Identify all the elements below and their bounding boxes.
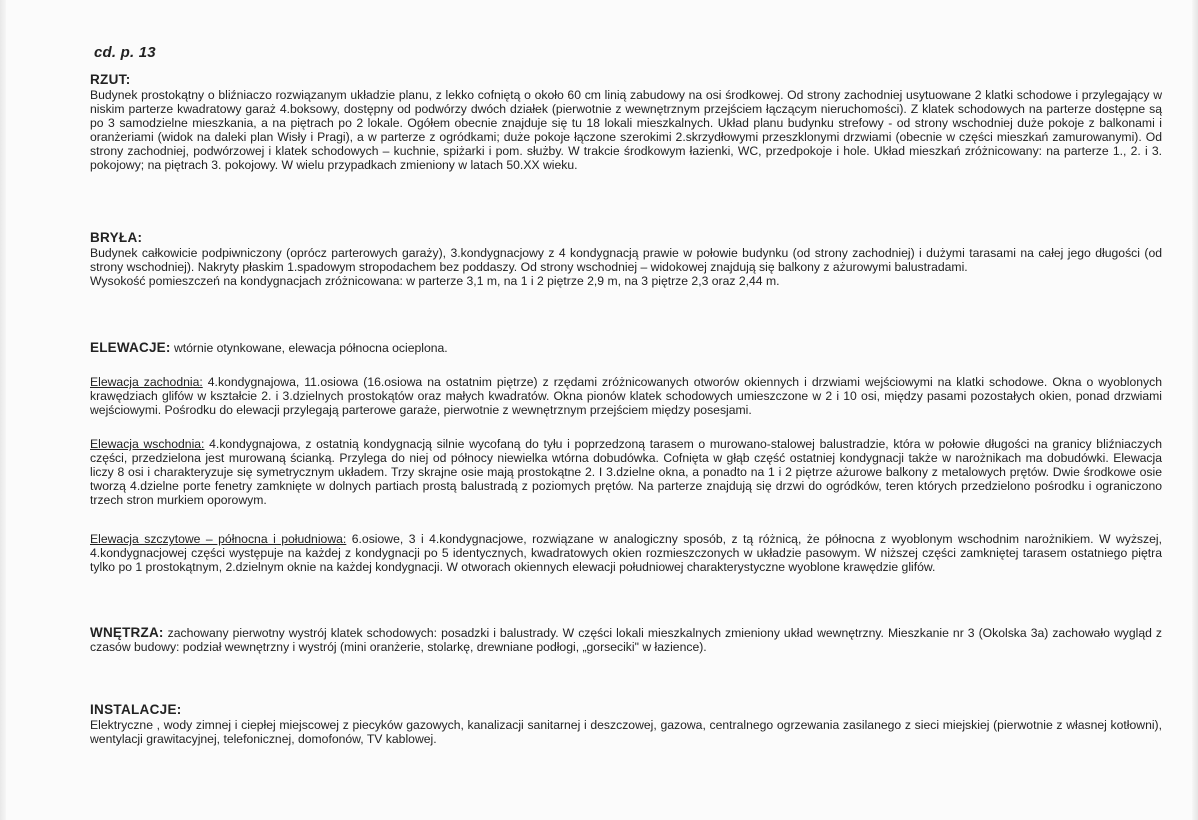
wnetrza-text: zachowany pierwotny wystrój klatek schodowych: posadzki i balustrady. W części lokali mieszkalnych zmieniony układ wewnętrzny. Mieszkanie nr 3 (Okolska 3a) zachowało wygląd z czasów budowy: podział wewnętrzny i wystrój (mini oranżerie, stolarkę, drewniane podłogi, „gorseciki" w łazience). — [90, 626, 1162, 654]
page-label: cd. p. 13 — [94, 44, 156, 61]
elewacja-wschodnia-label: Elewacja wschodnia: — [90, 437, 205, 451]
bryla-heights-text: Wysokość pomieszczeń na kondygnacjach zróżnicowana: w parterze 3,1 m, na 1 i 2 piętrze 2,9 m, na 3 piętrze 2,3 oraz 2,44 m. — [90, 274, 780, 288]
section-elewacja-zachodnia — [90, 375, 1162, 417]
elewacje-text: wtórnie otynkowane, elewacja północna ocieplona. — [173, 341, 448, 355]
rzut-text: Budynek prostokątny o bliźniaczo rozwiązanym układzie planu, z lekko cofniętą o około 60 cm linią zabudowy na osi środkowej. Od strony zachodniej usytuowane 2 klatki schodowe i przylegający w niskim parterze kwadratowy garaż 4.boksowy, dostępny od podwórzy dwóch działek (pierwotnie z wewnętrznym przejściem łączącym nieruchomości). Z klatek schodowych na parterze dostępne są po 3 samodzielne mieszkania, a na piętrach po 2 lokale. Ogółem obecnie znajduje się tu 18 lokali mieszkalnych. Układ planu budynku strefowy - od strony wschodniej duże pokoje z balkonami i oranżeriami (widok na daleki plan Wisły i Pragi), a w parterze z ogródkami; duże pokoje łączone szerokimi 2.skrzydłowymi przeszklonymi drzwiami (obecnie w części mieszkań zamurowanymi). Od strony zachodniej, podwórzowej i klatek schodowych – kuchnie, spiżarki i pom. służby. W trakcie środkowym łazienki, WC, przedpokoje i hole. Układ mieszkań zróżnicowany: na parterze 1., 2. i 3. pokojowy; na piętrach 3. pokojowy. W wielu przypadkach zmieniony w latach 50.XX wieku. — [90, 88, 1162, 172]
bryla-heading: BRYŁA: — [90, 230, 143, 245]
elewacje-szczytowe-label: Elewacja szczytowe – północna i południowa: — [90, 532, 347, 546]
section-instalacje — [90, 702, 1162, 746]
rzut-heading: RZUT: — [90, 72, 131, 87]
section-rzut — [90, 72, 1162, 172]
instalacje-text: Elektryczne , wody zimnej i ciepłej miejscowej z piecyków gazowych, kanalizacji sanitarnej i deszczowej, gazowa, centralnego ogrzewania zasilanego z sieci miejskiej (pierwotnie z własnej kotłowni), wentylacji grawitacyjnej, telefonicznej, domofonów, TV kablowej. — [90, 718, 1162, 746]
scan-edge-left — [0, 0, 6, 820]
elewacja-zachodnia-text: 4.kondygnajowa, 11.osiowa (16.osiowa na ostatnim piętrze) z rzędami zróżnicowanych otworów okiennych i drzwiami wejściowymi na klatki schodowe. Okna o wyoblonych krawędziach glifów w kształcie 2. i 3.dzielnych prostokątów oraz małych kwadratów. Okna pionów klatek schodowych umieszczone w 2 i 10 osi, między pasami pozostałych okien, ponad drzwiami wejściowymi. Pośrodku do elewacji przylegają parterowe garaże, pierwotnie z wewnętrznym przejściem między posesjami. — [90, 375, 1162, 417]
section-elewacje — [90, 341, 1162, 355]
elewacja-zachodnia-label: Elewacja zachodnia: — [90, 375, 203, 389]
wnetrza-heading: WNĘTRZA: — [90, 625, 164, 640]
section-elewacje-szczytowe — [90, 532, 1162, 574]
section-bryla — [90, 230, 1162, 288]
instalacje-heading: INSTALACJE: — [90, 702, 182, 717]
scan-edge-right — [1192, 0, 1198, 820]
elewacje-szczytowe-text: 6.osiowe, 3 i 4.kondygnacjowe, rozwiązane w analogiczny sposób, z tą różnicą, że północna z wyoblonym wschodnim narożnikiem. W wyższej, 4.kondygnacjowej części występuje na każdej z kondygnacji po 5 identycznych, kwadratowych okien rozmieszczonych w układzie pasowym. W niższej części zamkniętej tarasem ostatniego piętra tylko po 1 prostokątnym, 2.dzielnym oknie na każdej kondygnacji. W otworach okiennych elewacji południowej charakterystyczne wyoblone krawędzie glifów. — [90, 532, 1162, 574]
section-wnetrza — [90, 626, 1162, 654]
bryla-text: Budynek całkowicie podpiwniczony (oprócz parterowych garaży), 3.kondygnacjowy z 4 kondygnacją prawie w połowie budynku (od strony zachodniej) i dużymi tarasami na całej jego długości (od strony wschodniej). Nakryty płaskim 1.spadowym stropodachem bez poddaszy. Od strony wschodniej – widokowej znajdują się balkony z ażurowymi balustradami. — [90, 246, 1162, 274]
elewacja-wschodnia-text: 4.kondygnajowa, z ostatnią kondygnacją silnie wycofaną do tyłu i poprzedzoną tarasem o murowano-stalowej balustradzie, która w połowie długości na granicy bliźniaczych części, przedzielona jest murowaną ścianką. Przylega do niej od północy niewielka wtórna dobudówka. Cofnięta w głąb część ostatniej kondygnacji także w narożnikach ma dobudówki. Elewacja liczy 8 osi i charakteryzuje się symetrycznym układem. Trzy skrajne osie mają prostokątne 2. I 3.dzielne okna, a ponadto na 1 i 2 piętrze ażurowe balkony z metalowych prętów. Dwie środkowe osie tworzą 4.dzielne porte fenetry zamknięte w dolnych partiach prostą balustradą z poziomych prętów. Na parterze znajdują się drzwi do ogródków, teren których przedzielono pośrodku i ograniczono trzech stron murkiem oporowym. — [90, 437, 1163, 507]
section-elewacja-wschodnia — [90, 437, 1162, 507]
elewacje-heading: ELEWACJE: — [90, 340, 171, 355]
